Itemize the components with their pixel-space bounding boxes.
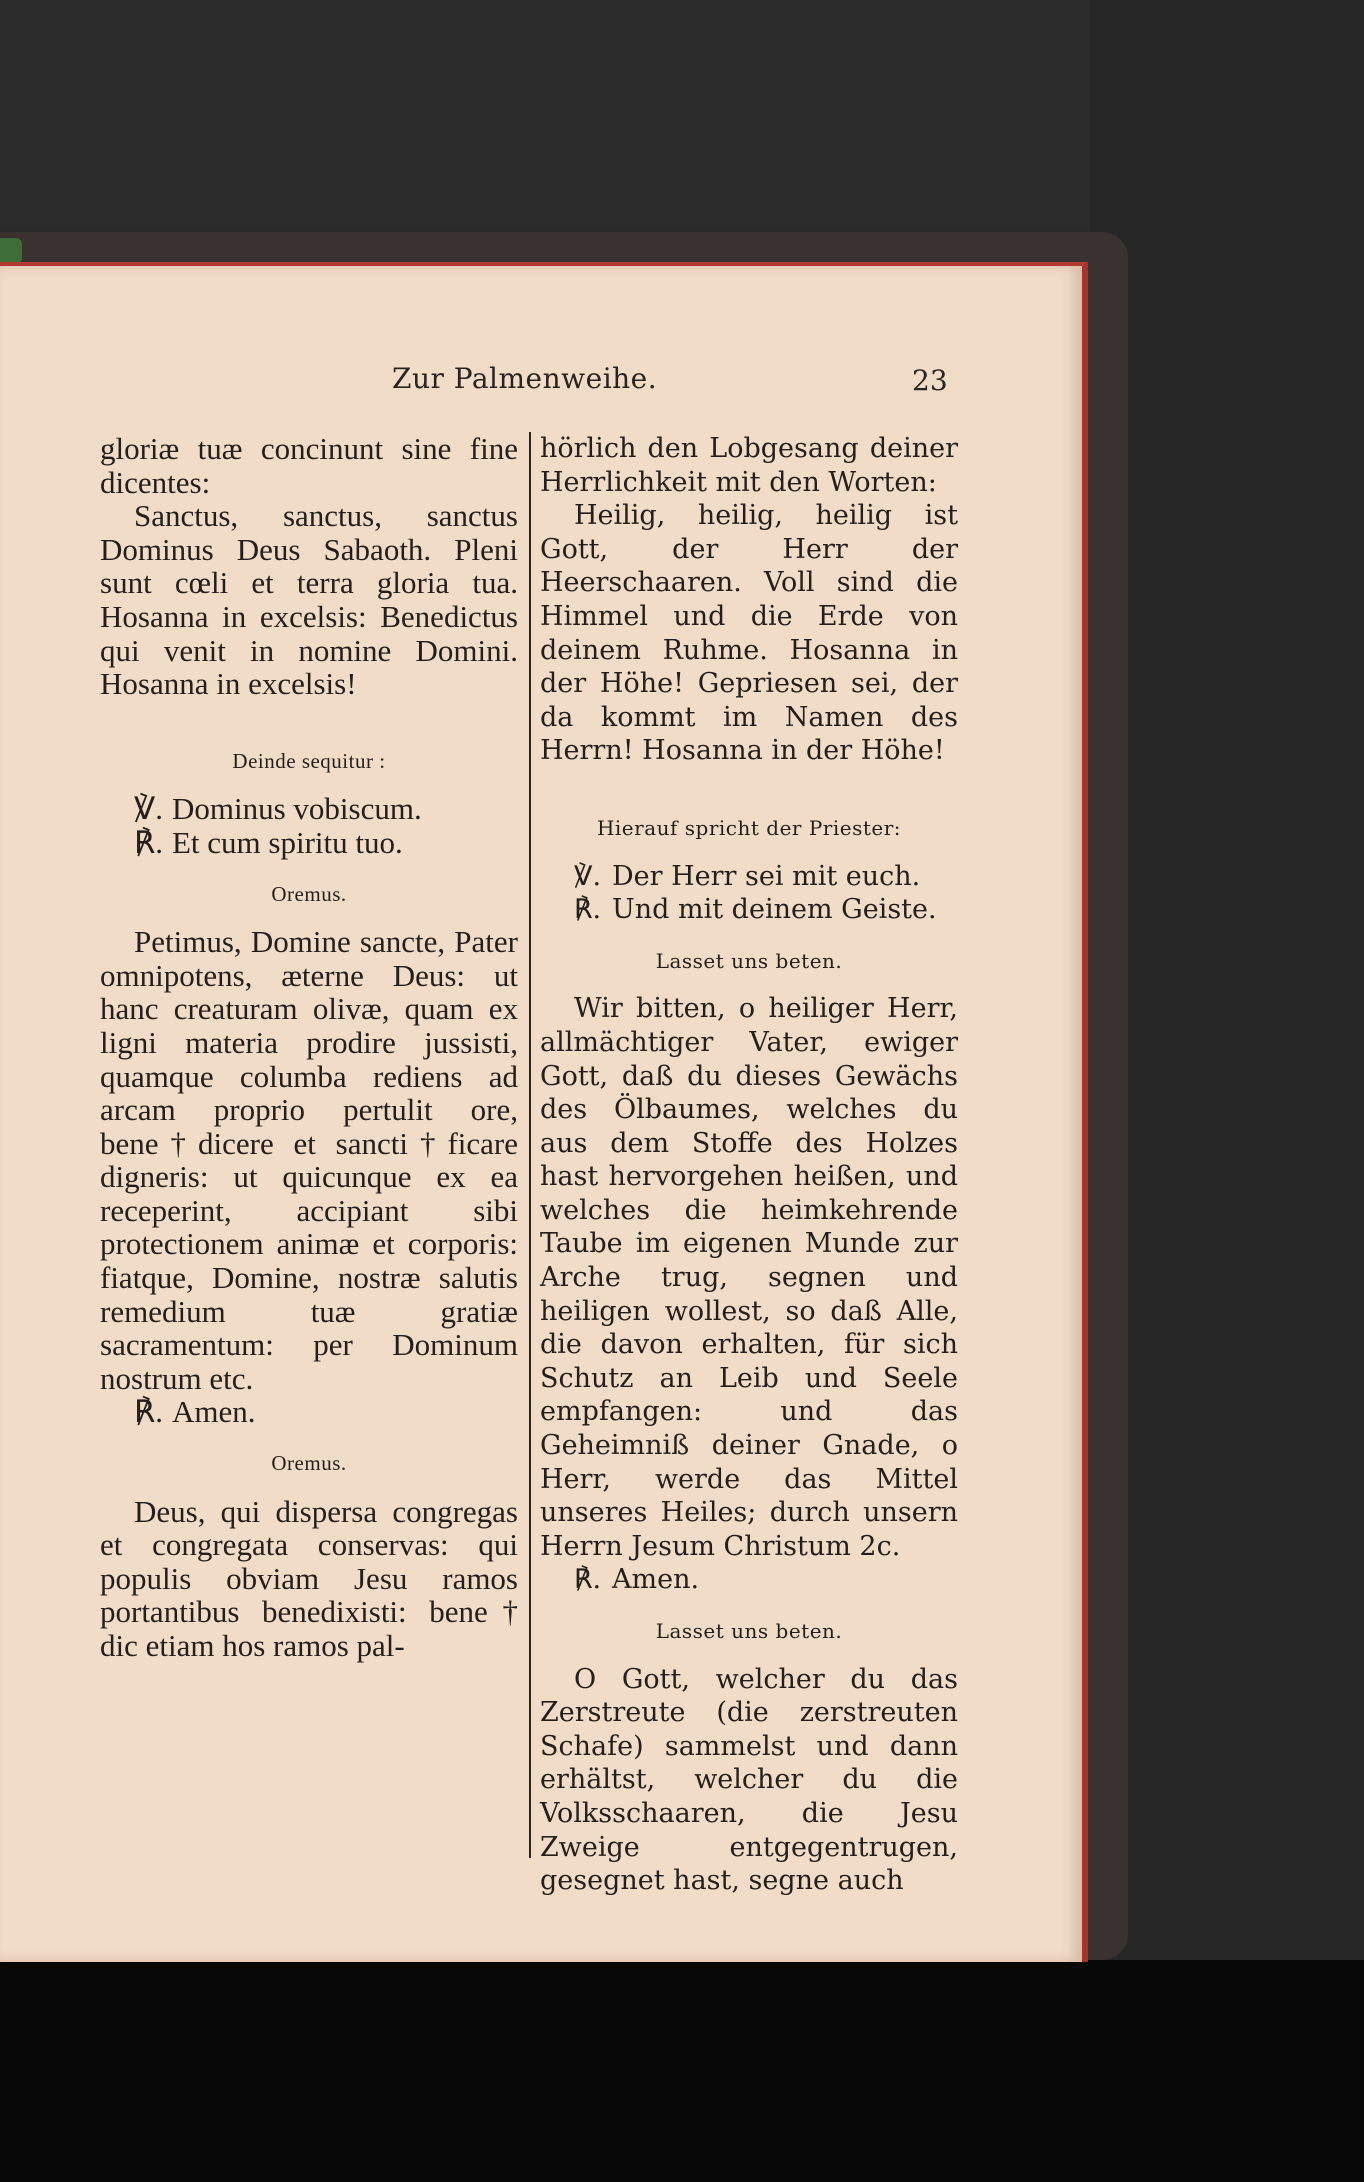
response-symbol: ℟. bbox=[574, 894, 602, 926]
latin-rubric: Deinde sequitur : bbox=[232, 748, 386, 773]
latin-rubric: Oremus. bbox=[271, 1451, 347, 1476]
latin-column bbox=[100, 432, 518, 1663]
versicle-symbol: ℣. bbox=[574, 860, 602, 892]
latin-paragraph: Sanctus, sanctus, sanctus Dominus Deus Sabaoth. Pleni sunt cœli et terra gloria tua. Hosanna in excelsis: Benedictus qui venit in nomine Domini. Hosanna in excelsis! bbox=[100, 498, 518, 702]
german-column bbox=[540, 432, 958, 1898]
german-rubric: Lasset uns beten. bbox=[655, 948, 843, 973]
german-versicle bbox=[540, 860, 958, 894]
latin-paragraph: Deus, qui dispersa congregas et congregata conservas: qui populis obviam Jesu ramos portantibus benedixisti: bene† dic etiam hos ramos pal- bbox=[100, 1493, 518, 1663]
versicle-text: Dominus vobiscum. bbox=[172, 791, 422, 827]
versicle-text: Der Herr sei mit euch. bbox=[612, 860, 921, 892]
versicle-symbol: ℣. bbox=[134, 791, 163, 827]
latin-response bbox=[100, 826, 518, 860]
latin-rubric: Oremus. bbox=[271, 881, 347, 906]
response-symbol: ℟. bbox=[134, 1394, 163, 1430]
german-paragraph: O Gott, welcher du das Zerstreute (die zerstreuten Schafe) sammelst und dann erhältst, welcher du die Volksschaaren, die Jesu Zweige entgegentrugen, gesegnet hast, segne auch bbox=[540, 1663, 958, 1897]
response-text: Und mit deinem Geiste. bbox=[612, 894, 937, 926]
amen-text: Amen. bbox=[612, 1564, 700, 1596]
cover-edge-mark bbox=[0, 238, 22, 264]
latin-paragraph: Petimus, Domine sancte, Pater omnipotens, æterne Deus: ut hanc creaturam olivæ, quam ex ligni materia prodire jussisti, quamque columba rediens ad arcam proprio pertulit ore, bene†dicere et sancti†ficare digneris: ut quicunque ex ea receperint, accipiant sibi protectionem animæ et corporis: fiatque, Domine, nostræ salutis remedium tuæ gratiæ sacramentum: per Dominum nostrum etc. bbox=[100, 924, 518, 1396]
latin-paragraph: gloriæ tuæ concinunt sine fine dicentes: bbox=[100, 431, 518, 500]
german-rubric: Hierauf spricht der Priester: bbox=[596, 815, 902, 840]
latin-amen bbox=[100, 1395, 518, 1429]
response-text: Et cum spiritu tuo. bbox=[172, 824, 403, 860]
response-symbol: ℟. bbox=[574, 1564, 602, 1596]
german-paragraph: hörlich den Lobgesang deiner Herrlichkeit mit den Worten: bbox=[540, 433, 958, 498]
german-rubric: Lasset uns beten. bbox=[655, 1619, 843, 1643]
german-paragraph: Wir bitten, o heiliger Herr, allmächtiger Vater, ewiger Gott, daß du dieses Gewächs des Ölbaumes, welches du aus dem Stoffe des Holzes hast hervorgehen heißen, und welches die heimkehrende Taube im eigenen Munde zur Arche trug, segnen und heiligen wollest, so daß Alle, die davon erhalten, für sich Schutz an Leib und Seele empfangen: und das Geheimniß deiner Gnade, o Herr, werde das Mittel unseres Heiles; durch unsern Herrn Jesum Christum 2c. bbox=[540, 993, 958, 1562]
german-paragraph: Heilig, heilig, heilig ist Gott, der Herr der Heerschaaren. Voll sind die Himmel und die Erde von deinem Ruhme. Hosanna in der Höhe! Gepriesen sei, der da kommt im Namen des Herrn! Hosanna in der Höhe! bbox=[540, 500, 958, 767]
amen-text: Amen. bbox=[172, 1394, 256, 1430]
background-right bbox=[1090, 0, 1364, 2182]
page-number: 23 bbox=[912, 364, 948, 397]
german-response bbox=[540, 893, 958, 927]
column-divider bbox=[529, 432, 531, 1858]
response-symbol: ℟. bbox=[134, 824, 163, 860]
running-head: Zur Palmenweihe. bbox=[392, 362, 658, 395]
background-bottom bbox=[0, 1960, 1364, 2182]
page-header bbox=[0, 362, 1090, 402]
latin-versicle bbox=[100, 792, 518, 826]
german-amen bbox=[540, 1563, 958, 1597]
